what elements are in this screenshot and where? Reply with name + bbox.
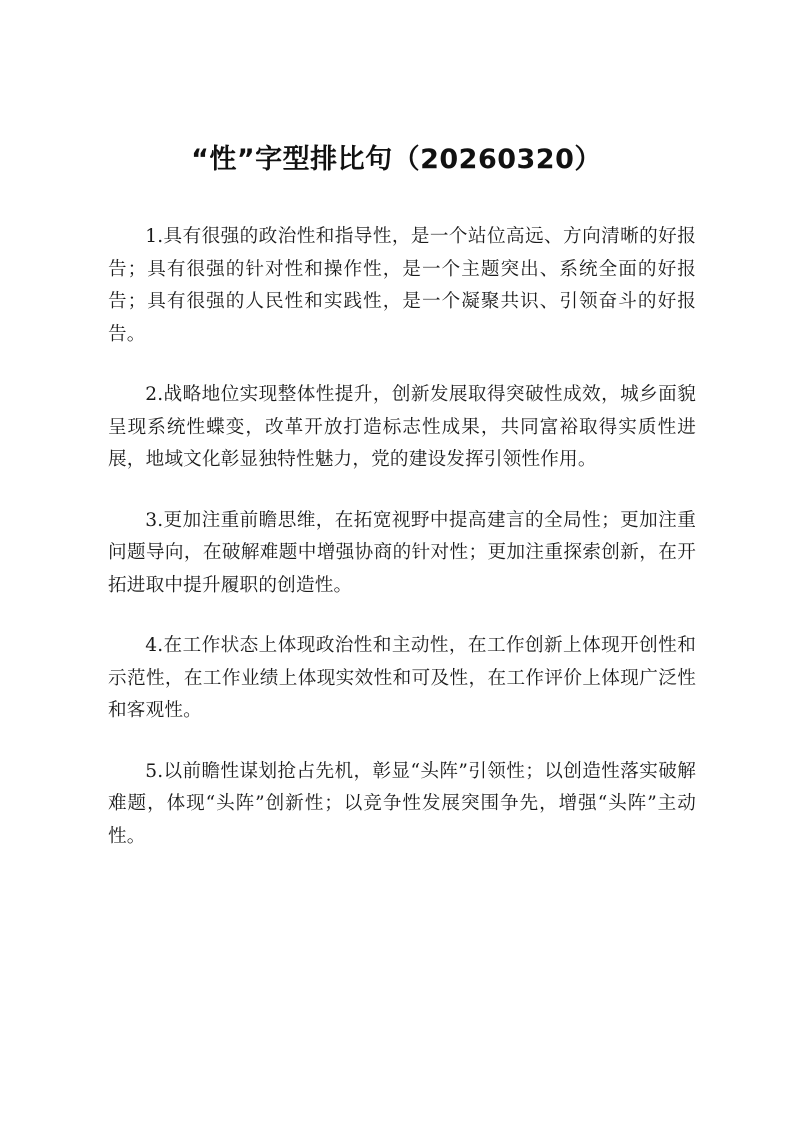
document-title: “性”字型排比句（20260320） (191, 144, 602, 175)
paragraph-2: 2.战略地位实现整体性提升，创新发展取得突破性成效，城乡面貌呈现系统性蝶变，改革开放打造标志性成果，共同富裕取得实质性进展，地域文化彰显独特性魅力，党的建设发挥引领性作用。 (108, 384, 696, 470)
paragraph-1: 1.具有很强的政治性和指导性，是一个站位高远、方向清晰的好报告；具有很强的针对性和操作性，是一个主题突出、系统全面的好报告；具有很强的人民性和实践性，是一个凝聚共识、引领奋斗的好报告。 (108, 226, 696, 345)
paragraph-3: 3.更加注重前瞻思维，在拓宽视野中提高建言的全局性；更加注重问题导向，在破解难题中增强协商的针对性；更加注重探索创新，在开拓进取中提升履职的创造性。 (108, 509, 696, 596)
document-body (108, 221, 696, 881)
paragraph-4: 4.在工作状态上体现政治性和主动性，在工作创新上体现开创性和示范性，在工作业绩上体现实效性和可及性，在工作评价上体现广泛性和客观性。 (108, 635, 696, 721)
paragraph-5: 5.以前瞻性谋划抢占先机，彰显“头阵”引领性；以创造性落实破解难题，体现“头阵”创新性；以竞争性发展突围争先，增强“头阵”主动性。 (108, 760, 696, 847)
